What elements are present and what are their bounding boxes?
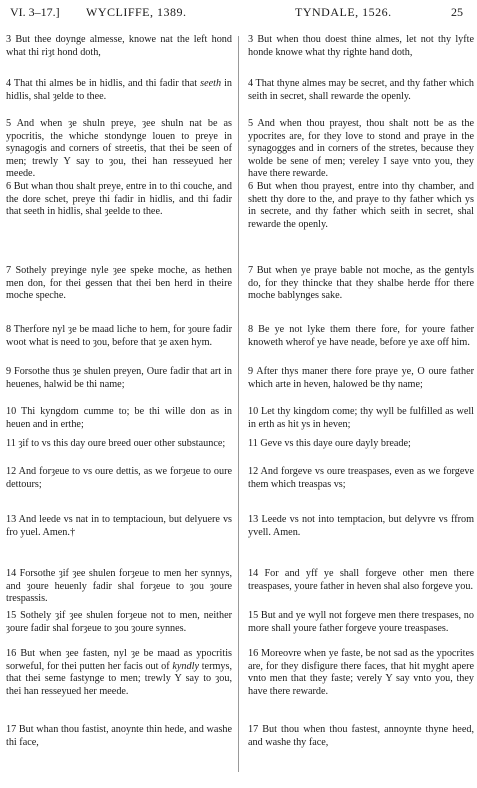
wycliffe-verse-8: 8 Therfore nyl ȝe be maad liche to hem, for ȝoure fadir woot what is need to ȝou, before that ȝe axen hym.: [6, 324, 232, 348]
wycliffe-verse-17: 17 But whan thou fastist, anoynte thin hede, and washe thi face,: [6, 724, 232, 748]
wycliffe-verse-9: 9 Forsothe thus ȝe shulen preyen, Oure fadir that art in heuenes, halwid be thi name;: [6, 366, 232, 390]
italic-word: kyndly: [172, 660, 199, 672]
tyndale-verse-4: 4 That thyne almes may be secret, and thy father which seith in secret, shall rewarde the openly.: [248, 78, 474, 102]
tyndale-verse-6: 6 But when thou prayest, entre into thy chamber, and shett thy dore to the, and praye to thy father which ys in secrete, and thy father which seith in secret, shal rewarde the openly.: [248, 181, 474, 230]
tyndale-verse-3: 3 But when thou doest thine almes, let not thy lyfte honde knowe what thy righte hand doth,: [248, 34, 474, 58]
wycliffe-verse-14: 14 Forsothe ȝif ȝee shulen forȝeue to men her synnys, and ȝoure heuenly fadir shal forȝeue to ȝou ȝoure trespassis.: [6, 568, 232, 605]
wycliffe-column: [6, 34, 232, 774]
wycliffe-verse-7: 7 Sothely preyinge nyle ȝee speke moche, as hethen men don, for thei gessen that thei ben herd in theire moche speche.: [6, 265, 232, 302]
tyndale-verse-9: 9 After thys maner there fore praye ye, O oure father which arte in heven, halowed be thy name;: [248, 366, 474, 390]
wycliffe-verse-15: 15 Sothely ȝif ȝee shulen forȝeue not to men, neither ȝoure fadir shal forȝeue to ȝou ȝoure synnes.: [6, 610, 232, 634]
column-divider: [238, 36, 239, 772]
wycliffe-verse-6: 6 But whan thou shalt preye, entre in to thi couche, and the dore schet, preye thi fadir in hidlis, and thi fadir that seeth in hidlis, shal ȝeelde to thee.: [6, 181, 232, 218]
wycliffe-verse-12: 12 And forȝeue to vs oure dettis, as we forȝeue to oure dettours;: [6, 466, 232, 490]
wycliffe-verse-4: 4 That thi almes be in hidlis, and thi fadir that seeth in hidlis, shal ȝelde to thee.: [6, 78, 232, 102]
left-column-title: WYCLIFFE, 1389.: [86, 5, 187, 19]
wycliffe-verse-16: 16 But when ȝee fasten, nyl ȝe be maad as ypocritis sorweful, for thei putten her facis out of kyndly termys, that thei seme fastynge to men; trewly Y say to ȝou, thei han resseyued her meede.: [6, 648, 232, 697]
tyndale-column: [248, 34, 474, 774]
tyndale-verse-5: 5 And when thou prayest, thou shalt nott be as the ypocrites are, for they love to stond and praye in the synagogges and in corners of the stretes, because they wolde be sene of men; vereley I saye vnto you, they have there rewarde.: [248, 118, 474, 180]
tyndale-verse-16: 16 Moreovre when ye faste, be not sad as the ypocrites are, for they disfigure there faces, that hit myght apere vnto men that they faste; verely Y say vnto you, they have there rewarde.: [248, 648, 474, 697]
right-column-title: TYNDALE, 1526.: [295, 5, 392, 19]
tyndale-verse-11: 11 Geve vs this daye oure dayly breade;: [248, 438, 411, 449]
wycliffe-verse-11: 11 ȝif to vs this day oure breed ouer other substaunce;: [6, 438, 226, 449]
tyndale-verse-15: 15 But and ye wyll not forgeve men there trespases, no more shall youre father forgeve youre treaspases.: [248, 610, 474, 634]
running-header: [10, 4, 463, 20]
wycliffe-verse-13: 13 And leede vs nat in to temptacioun, but delyuere vs fro yuel. Amen.†: [6, 514, 232, 538]
wycliffe-verse-10: 10 Thi kyngdom cumme to; be thi wille don as in heuen and in erthe;: [6, 406, 232, 430]
tyndale-verse-12: 12 And forgeve vs oure treaspases, even as we forgeve them which treaspas vs;: [248, 466, 474, 490]
tyndale-verse-7: 7 But when ye praye bable not moche, as the gentyls do, for they thincke that they shalbe herde ffor there moche bablynges sake.: [248, 265, 474, 302]
page-number: 25: [451, 5, 463, 19]
tyndale-verse-10: 10 Let thy kingdom come; thy wyll be fulfilled as well in erth as hit ys in heven;: [248, 406, 474, 430]
wycliffe-verse-5: 5 And when ȝe shuln preye, ȝee shuln nat be as ypocritis, the whiche stondynge louen to preye in synagogis and corners of streetis, that thei be seen of men; trewly Y say to ȝou, thei han resseyued her meede.: [6, 118, 232, 180]
chapter-verse-range: VI. 3–17.]: [10, 5, 60, 19]
wycliffe-verse-3: 3 But thee doynge almesse, knowe nat the left hond what thi riȝt hond doth,: [6, 34, 232, 58]
tyndale-verse-13: 13 Leede vs not into temptacion, but delyvre vs ffrom yvell. Amen.: [248, 514, 474, 538]
tyndale-verse-8: 8 Be ye not lyke them there fore, for youre father knoweth wherof ye have neade, before ye axe off him.: [248, 324, 474, 348]
italic-word: seeth: [200, 78, 222, 89]
tyndale-verse-14: 14 For and yff ye shall forgeve other men there treaspases, youre father in heven shal also forgeve you.: [248, 568, 474, 592]
tyndale-verse-17: 17 But thou when thou fastest, annoynte thyne heed, and washe thy face,: [248, 724, 474, 748]
